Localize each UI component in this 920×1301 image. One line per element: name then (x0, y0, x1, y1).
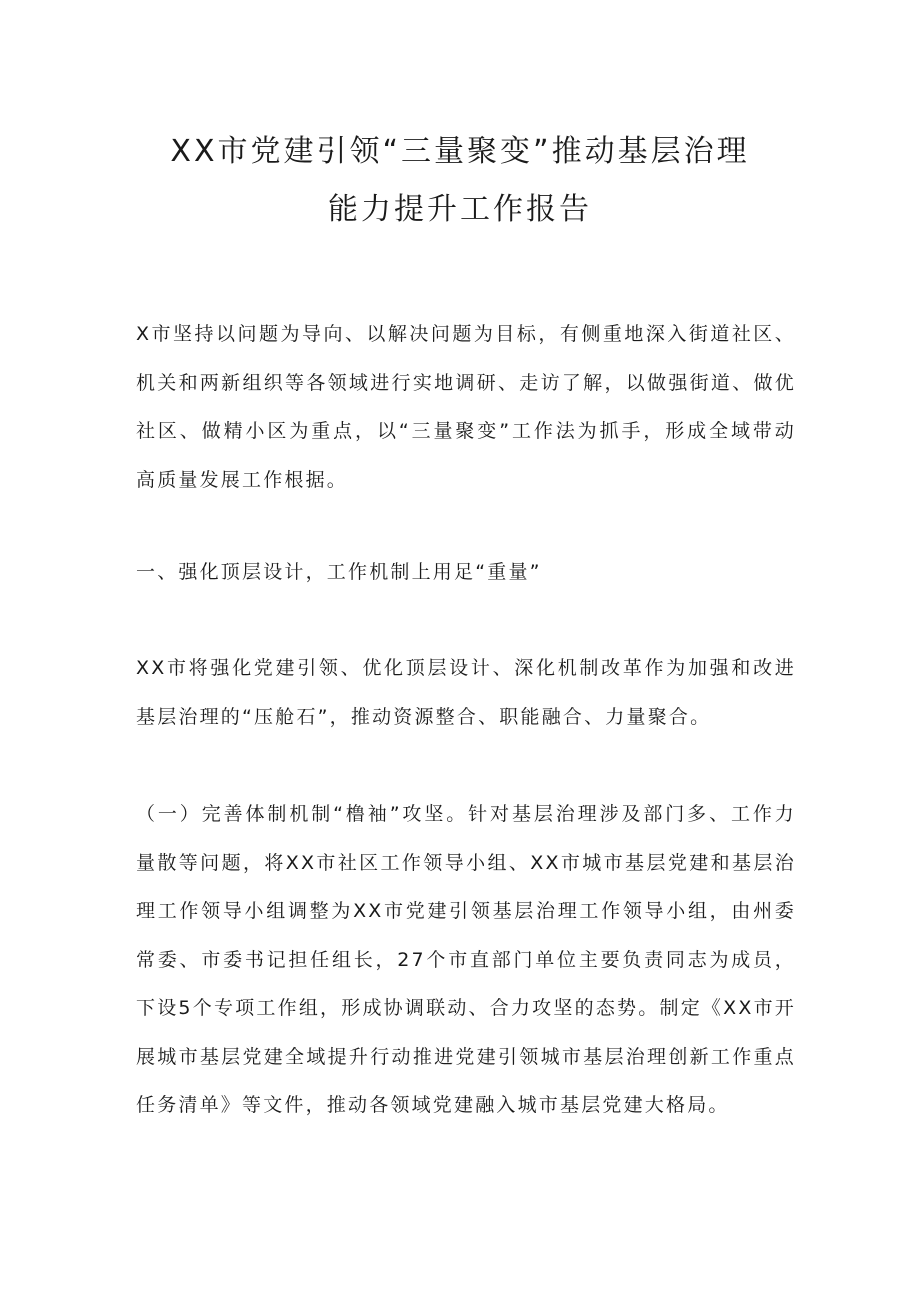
intro-paragraph: X市坚持以问题为导向、以解决问题为目标，有侧重地深入街道社区、机关和两新组织等各领域进行实地调研、走访了解，以做强街道、做优社区、做精小区为重点，以“三量聚变”工作法为抓手，形成全域带动高质量发展工作根据。 (136, 323, 796, 491)
document-title-line-1: XX市党建引领“三量聚变”推动基层治理 (170, 134, 750, 169)
document-title-line-2: 能力提升工作报告 (328, 192, 592, 227)
section-heading: 一、强化顶层设计，工作机制上用足“重量” (136, 561, 542, 583)
section-body-paragraph: XX市将强化党建引领、优化顶层设计、深化机制改革作为加强和改进基层治理的“压舱石”，推动资源整合、职能融合、力量聚合。 (136, 657, 796, 728)
subsection-paragraph: （一）完善体制机制“橹袖”攻坚。针对基层治理涉及部门多、工作力量散等问题，将XX市社区工作领导小组、XX市城市基层党建和基层治理工作领导小组调整为XX市党建引领基层治理工作领导小组，由州委常委、市委书记担任组长，27个市直部门单位主要负责同志为成员，下设5个专项工作组，形成协调联动、合力攻坚的态势。制定《XX市开展城市基层党建全域提升行动推进党建引领城市基层治理创新工作重点任务清单》等文件，推动各领域党建融入城市基层党建大格局。 (136, 803, 796, 1116)
